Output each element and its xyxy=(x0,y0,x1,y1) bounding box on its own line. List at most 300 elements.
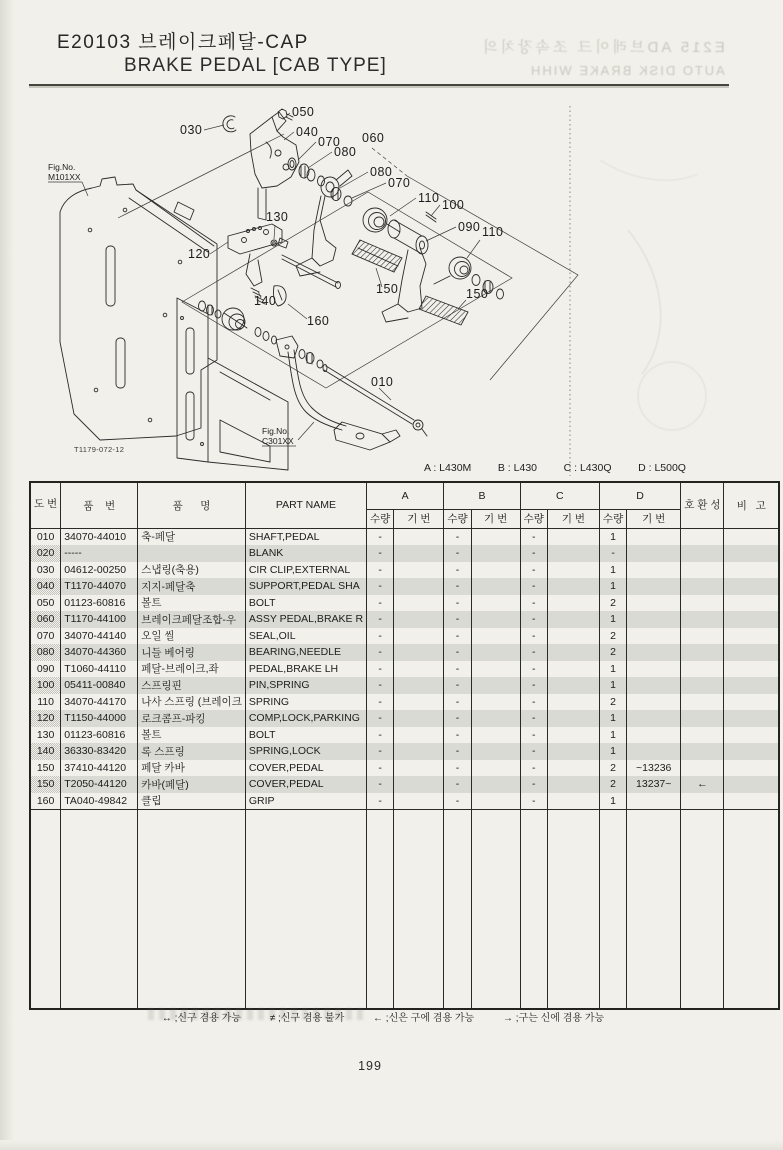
fig-label: Fig.No. xyxy=(48,162,76,172)
cell-name-ko: 페달-브레이크,좌 xyxy=(138,661,246,678)
cell-no: 150 xyxy=(30,776,61,793)
cell-qty-b: - xyxy=(444,743,471,760)
cell-serial-a xyxy=(394,644,444,661)
cell-name-ko: 축-페달 xyxy=(138,528,246,545)
bleed-circle xyxy=(638,362,706,430)
cell-serial-d xyxy=(627,661,681,678)
cell-compat xyxy=(681,628,724,645)
cell-serial-b xyxy=(471,743,520,760)
cell-qty-a: - xyxy=(367,793,394,810)
cell-no: 130 xyxy=(30,727,61,744)
cell-compat xyxy=(681,710,724,727)
part-spring-right xyxy=(434,257,471,284)
cell-serial-a xyxy=(394,562,444,579)
cell-qty-a: - xyxy=(367,743,394,760)
cell-serial-d xyxy=(627,644,681,661)
cell-qty-d: 1 xyxy=(599,677,626,694)
cell-part-name: SEAL,OIL xyxy=(245,628,366,645)
part-label: 010 xyxy=(371,375,394,389)
cell-compat xyxy=(681,545,724,562)
cell-qty-a: - xyxy=(367,661,394,678)
cell-qty-b: - xyxy=(444,595,471,612)
table-row xyxy=(30,760,779,777)
table-row xyxy=(30,694,779,711)
cell-serial-c xyxy=(547,793,599,810)
legend-item-c: C : L430Q xyxy=(563,462,612,474)
cell-serial-c xyxy=(547,760,599,777)
cell-no: 040 xyxy=(30,578,61,595)
col-header-compat: 호 환 성 xyxy=(681,482,724,528)
cell-qty-c: - xyxy=(520,595,547,612)
cell-no: 030 xyxy=(30,562,61,579)
footnote-item: → ;구는 신에 겸용 가능 xyxy=(502,1013,605,1024)
part-label: 050 xyxy=(292,105,315,119)
cell-serial-c xyxy=(547,644,599,661)
part-label: 030 xyxy=(180,123,203,137)
cell-name-ko: 나사 스프링 (브레이크 xyxy=(138,694,246,711)
cell-compat xyxy=(681,727,724,744)
cell-serial-b xyxy=(471,677,520,694)
cell-serial-a xyxy=(394,694,444,711)
cell-compat xyxy=(681,760,724,777)
cell-qty-c: - xyxy=(520,694,547,711)
bleedthrough-text xyxy=(480,36,725,78)
cell-part-name: SPRING,LOCK xyxy=(245,743,366,760)
part-label: 070 xyxy=(318,135,341,149)
cell-serial-a xyxy=(394,776,444,793)
cell-serial-c xyxy=(547,578,599,595)
cell-name-ko: 로크콤프-파킹 xyxy=(138,710,246,727)
cell-name-ko: 페달 카바 xyxy=(138,760,246,777)
cell-remark xyxy=(724,677,779,694)
cell-compat xyxy=(681,694,724,711)
cell-serial-c xyxy=(547,628,599,645)
cell-part-no: T1150-44000 xyxy=(61,710,138,727)
table-row xyxy=(30,793,779,810)
cell-compat xyxy=(681,793,724,810)
cell-part-name: BOLT xyxy=(245,727,366,744)
table-row xyxy=(30,710,779,727)
cell-qty-b: - xyxy=(444,727,471,744)
cell-serial-d: 13237~ xyxy=(627,776,681,793)
fig-label: Fig.No. xyxy=(262,426,290,436)
col-group-c: C xyxy=(520,482,599,509)
fig-ref-c301xx xyxy=(262,426,296,446)
cell-qty-c: - xyxy=(520,677,547,694)
cell-serial-c xyxy=(547,710,599,727)
cell-no: 090 xyxy=(30,661,61,678)
exploded-parts-diagram xyxy=(30,90,750,482)
footnote-item: ← ;신은 구에 겸용 가능 xyxy=(373,1013,475,1024)
cell-remark xyxy=(724,743,779,760)
cell-qty-b: - xyxy=(444,760,471,777)
cell-qty-d: 1 xyxy=(599,661,626,678)
cell-serial-a xyxy=(394,727,444,744)
cell-name-ko: 클립 xyxy=(138,793,246,810)
cell-serial-d: ~13236 xyxy=(627,760,681,777)
cell-qty-c: - xyxy=(520,545,547,562)
cell-name-ko: 볼트 xyxy=(138,595,246,612)
cell-part-name: PEDAL,BRAKE LH xyxy=(245,661,366,678)
cell-part-no: T1170-44100 xyxy=(61,611,138,628)
part-label: 080 xyxy=(370,165,393,179)
cell-part-name: SUPPORT,PEDAL SHA xyxy=(245,578,366,595)
cell-serial-a xyxy=(394,677,444,694)
cell-serial-d xyxy=(627,677,681,694)
cell-serial-c xyxy=(547,545,599,562)
cell-part-no: TA040-49842 xyxy=(61,793,138,810)
cell-serial-c xyxy=(547,595,599,612)
cell-serial-b xyxy=(471,528,520,545)
table-row xyxy=(30,528,779,545)
cell-qty-b: - xyxy=(444,661,471,678)
table-row xyxy=(30,611,779,628)
cell-qty-c: - xyxy=(520,727,547,744)
cell-remark xyxy=(724,793,779,810)
cell-remark xyxy=(724,727,779,744)
cell-part-name: SPRING xyxy=(245,694,366,711)
cell-qty-d: 1 xyxy=(599,743,626,760)
table-row xyxy=(30,644,779,661)
part-label: 150 xyxy=(376,282,399,296)
cell-serial-a xyxy=(394,611,444,628)
part-pedal-pad-right xyxy=(419,296,468,325)
cell-compat xyxy=(681,595,724,612)
cell-qty-c: - xyxy=(520,644,547,661)
cell-serial-b xyxy=(471,644,520,661)
table-row xyxy=(30,677,779,694)
part-label: 120 xyxy=(188,247,211,261)
cell-compat xyxy=(681,562,724,579)
cell-qty-b: - xyxy=(444,628,471,645)
part-label: 130 xyxy=(266,210,289,224)
col-header-serial-c: 기 번 xyxy=(547,509,599,528)
cell-part-no: 37410-44120 xyxy=(61,760,138,777)
cell-qty-a: - xyxy=(367,545,394,562)
cell-no: 020 xyxy=(30,545,61,562)
cell-serial-c xyxy=(547,661,599,678)
table-row xyxy=(30,776,779,793)
cell-remark xyxy=(724,562,779,579)
part-label: 100 xyxy=(442,198,465,212)
parts-table-body xyxy=(30,528,779,810)
cell-qty-d: 1 xyxy=(599,727,626,744)
cell-qty-d: 2 xyxy=(599,644,626,661)
part-label: 160 xyxy=(307,314,330,328)
legend-item-b: B : L430 xyxy=(497,462,538,474)
cell-serial-b xyxy=(471,595,520,612)
part-label: 070 xyxy=(388,176,411,190)
part-label: 060 xyxy=(362,131,385,145)
cell-compat xyxy=(681,611,724,628)
cell-name-ko: 오일 씰 xyxy=(138,628,246,645)
cell-qty-b: - xyxy=(444,776,471,793)
cell-serial-c xyxy=(547,743,599,760)
col-header-serial-d: 기 번 xyxy=(627,509,681,528)
cell-qty-a: - xyxy=(367,694,394,711)
scan-page-edge-bottom xyxy=(0,1140,783,1150)
cell-no: 080 xyxy=(30,644,61,661)
cell-qty-c: - xyxy=(520,661,547,678)
page-number: 199 xyxy=(358,1059,382,1073)
cell-serial-a xyxy=(394,628,444,645)
cell-name-ko xyxy=(138,545,246,562)
cell-serial-c xyxy=(547,727,599,744)
cell-qty-a: - xyxy=(367,727,394,744)
footnote-item: ≠ ;신구 겸용 불가 xyxy=(269,1013,345,1024)
cell-serial-b xyxy=(471,628,520,645)
table-row xyxy=(30,595,779,612)
cell-serial-a xyxy=(394,578,444,595)
cell-serial-b xyxy=(471,694,520,711)
cell-serial-b xyxy=(471,578,520,595)
cell-part-name: BLANK xyxy=(245,545,366,562)
bleed-curve2 xyxy=(600,160,698,180)
cell-serial-b xyxy=(471,776,520,793)
cell-part-name: BEARING,NEEDLE xyxy=(245,644,366,661)
cell-part-name: ASSY PEDAL,BRAKE R xyxy=(245,611,366,628)
cell-remark xyxy=(724,661,779,678)
cell-part-name: SHAFT,PEDAL xyxy=(245,528,366,545)
cell-qty-a: - xyxy=(367,760,394,777)
part-label: 110 xyxy=(482,225,504,239)
cell-serial-b xyxy=(471,611,520,628)
footnote-legend xyxy=(30,1009,736,1024)
cell-part-name: COMP,LOCK,PARKING xyxy=(245,710,366,727)
legend-item-d: D : L500Q xyxy=(638,462,686,474)
part-label: 140 xyxy=(254,294,277,308)
parts-table xyxy=(29,481,780,1010)
cell-remark xyxy=(724,578,779,595)
cell-remark xyxy=(724,694,779,711)
page-title-english: BRAKE PEDAL [CAB TYPE] xyxy=(124,55,387,76)
cell-remark xyxy=(724,776,779,793)
cell-serial-c xyxy=(547,611,599,628)
bleedthrough-line2: AUTO DISK BRAKE WIHH xyxy=(529,63,725,78)
part-spring-pin xyxy=(426,212,436,222)
model-legend xyxy=(424,462,686,474)
cell-serial-a xyxy=(394,661,444,678)
cell-serial-c xyxy=(547,528,599,545)
cell-serial-d xyxy=(627,562,681,579)
col-group-a: A xyxy=(367,482,444,509)
cell-qty-c: - xyxy=(520,710,547,727)
cell-serial-a xyxy=(394,710,444,727)
cell-serial-a xyxy=(394,793,444,810)
cell-remark xyxy=(724,628,779,645)
cell-qty-b: - xyxy=(444,644,471,661)
cell-serial-d xyxy=(627,694,681,711)
part-label: 090 xyxy=(458,220,481,234)
cell-serial-b xyxy=(471,727,520,744)
cell-name-ko: 브레이크페달조합-우 xyxy=(138,611,246,628)
cell-qty-d: 1 xyxy=(599,710,626,727)
cell-qty-c: - xyxy=(520,776,547,793)
col-header-qty-b: 수량 xyxy=(444,509,471,528)
cell-qty-a: - xyxy=(367,528,394,545)
cell-qty-d: 1 xyxy=(599,528,626,545)
col-header-part-no: 품 번 xyxy=(61,482,138,528)
cell-no: 010 xyxy=(30,528,61,545)
cell-serial-d xyxy=(627,793,681,810)
cell-remark xyxy=(724,595,779,612)
scan-page-edge xyxy=(0,0,14,1150)
cell-qty-b: - xyxy=(444,545,471,562)
cell-part-no: 34070-44170 xyxy=(61,694,138,711)
part-label: 150 xyxy=(466,287,489,301)
cell-qty-a: - xyxy=(367,677,394,694)
cell-part-name: BOLT xyxy=(245,595,366,612)
cell-remark xyxy=(724,760,779,777)
cell-serial-c xyxy=(547,694,599,711)
cell-serial-a xyxy=(394,743,444,760)
cell-qty-c: - xyxy=(520,743,547,760)
cell-qty-c: - xyxy=(520,628,547,645)
bleedthrough-line1: E215 AD브레이크 조속장치의 xyxy=(480,39,725,56)
col-header-remark: 비 고 xyxy=(724,482,779,528)
legend-item-a: A : L430M xyxy=(424,462,472,474)
col-group-d: D xyxy=(599,482,680,509)
cell-qty-d: 2 xyxy=(599,628,626,645)
cell-qty-d: 2 xyxy=(599,760,626,777)
part-label: 040 xyxy=(296,125,319,139)
cell-serial-d xyxy=(627,545,681,562)
drawing-code: T1179-072-12 xyxy=(74,445,125,454)
cell-compat xyxy=(681,677,724,694)
cell-qty-a: - xyxy=(367,611,394,628)
cell-qty-d: 2 xyxy=(599,694,626,711)
cell-no: 060 xyxy=(30,611,61,628)
cell-qty-b: - xyxy=(444,578,471,595)
projection-line xyxy=(118,134,284,218)
fig-value: M101XX xyxy=(48,172,81,182)
cell-no: 100 xyxy=(30,677,61,694)
cell-part-no: T1060-44110 xyxy=(61,661,138,678)
part-boss-cylinder xyxy=(388,220,428,254)
cell-serial-d xyxy=(627,578,681,595)
cell-qty-a: - xyxy=(367,595,394,612)
part-brake-pedal-lower xyxy=(288,350,400,450)
cell-name-ko: 스프링핀 xyxy=(138,677,246,694)
part-callout-labels xyxy=(180,105,503,389)
cell-qty-c: - xyxy=(520,611,547,628)
cell-qty-a: - xyxy=(367,578,394,595)
cell-compat xyxy=(681,578,724,595)
cell-part-name: COVER,PEDAL xyxy=(245,776,366,793)
cell-serial-d xyxy=(627,743,681,760)
cell-compat xyxy=(681,644,724,661)
cell-qty-d: - xyxy=(599,545,626,562)
cell-serial-d xyxy=(627,710,681,727)
cell-part-name: COVER,PEDAL xyxy=(245,760,366,777)
part-lock-comp xyxy=(228,224,282,286)
col-group-b: B xyxy=(444,482,520,509)
cell-qty-a: - xyxy=(367,644,394,661)
cell-compat xyxy=(681,528,724,545)
cell-qty-d: 2 xyxy=(599,595,626,612)
cell-serial-b xyxy=(471,760,520,777)
cell-no: 120 xyxy=(30,710,61,727)
cell-qty-b: - xyxy=(444,694,471,711)
cell-name-ko: 지지-페달축 xyxy=(138,578,246,595)
cell-qty-c: - xyxy=(520,578,547,595)
part-circlip xyxy=(223,116,236,132)
cell-qty-b: - xyxy=(444,611,471,628)
table-row xyxy=(30,743,779,760)
table-row xyxy=(30,661,779,678)
part-bolt-top xyxy=(278,109,293,120)
cell-qty-d: 1 xyxy=(599,793,626,810)
cell-part-no: 01123-60816 xyxy=(61,727,138,744)
cell-remark xyxy=(724,528,779,545)
cell-no: 150 xyxy=(30,760,61,777)
cell-part-no: 05411-00840 xyxy=(61,677,138,694)
table-filler-row xyxy=(30,810,779,1010)
cell-part-no: 34070-44360 xyxy=(61,644,138,661)
cell-serial-c xyxy=(547,562,599,579)
cell-qty-a: - xyxy=(367,628,394,645)
cell-part-name: GRIP xyxy=(245,793,366,810)
fig-value: C301XX xyxy=(262,436,294,446)
bleed-curve xyxy=(628,230,661,374)
col-header-qty-c: 수량 xyxy=(520,509,547,528)
cell-qty-b: - xyxy=(444,562,471,579)
cell-serial-d xyxy=(627,595,681,612)
cell-serial-a xyxy=(394,528,444,545)
cell-serial-b xyxy=(471,710,520,727)
col-header-serial-a: 기 번 xyxy=(394,509,444,528)
cell-qty-c: - xyxy=(520,760,547,777)
part-pedal-pad-left xyxy=(352,240,402,272)
cell-serial-a xyxy=(394,545,444,562)
cell-qty-c: - xyxy=(520,793,547,810)
cell-serial-b xyxy=(471,545,520,562)
part-lock-rod xyxy=(282,255,338,287)
cell-part-no: 36330-83420 xyxy=(61,743,138,760)
cell-serial-a xyxy=(394,595,444,612)
part-label: 110 xyxy=(418,191,440,205)
cell-no: 160 xyxy=(30,793,61,810)
cell-qty-b: - xyxy=(444,710,471,727)
cell-serial-c xyxy=(547,677,599,694)
leader-lines xyxy=(82,113,480,440)
cell-compat: ← xyxy=(681,776,724,793)
cell-serial-d xyxy=(627,528,681,545)
cell-serial-c xyxy=(547,776,599,793)
col-header-no: 도 번 xyxy=(30,482,61,528)
cell-qty-b: - xyxy=(444,793,471,810)
cell-serial-b xyxy=(471,562,520,579)
cell-serial-d xyxy=(627,628,681,645)
col-header-qty-a: 수량 xyxy=(367,509,394,528)
cell-remark xyxy=(724,710,779,727)
cell-part-no: T1170-44070 xyxy=(61,578,138,595)
table-row xyxy=(30,545,779,562)
cell-serial-b xyxy=(471,793,520,810)
cell-qty-d: 1 xyxy=(599,562,626,579)
fig-ref-m101xx xyxy=(48,162,82,182)
cell-qty-b: - xyxy=(444,677,471,694)
cell-name-ko: 카바(페달) xyxy=(138,776,246,793)
cell-part-name: CIR CLIP,EXTERNAL xyxy=(245,562,366,579)
cell-qty-a: - xyxy=(367,562,394,579)
cell-compat xyxy=(681,661,724,678)
cell-name-ko: 록 스프링 xyxy=(138,743,246,760)
cell-qty-d: 2 xyxy=(599,776,626,793)
cell-qty-c: - xyxy=(520,528,547,545)
table-row xyxy=(30,578,779,595)
cell-part-no: 34070-44140 xyxy=(61,628,138,645)
